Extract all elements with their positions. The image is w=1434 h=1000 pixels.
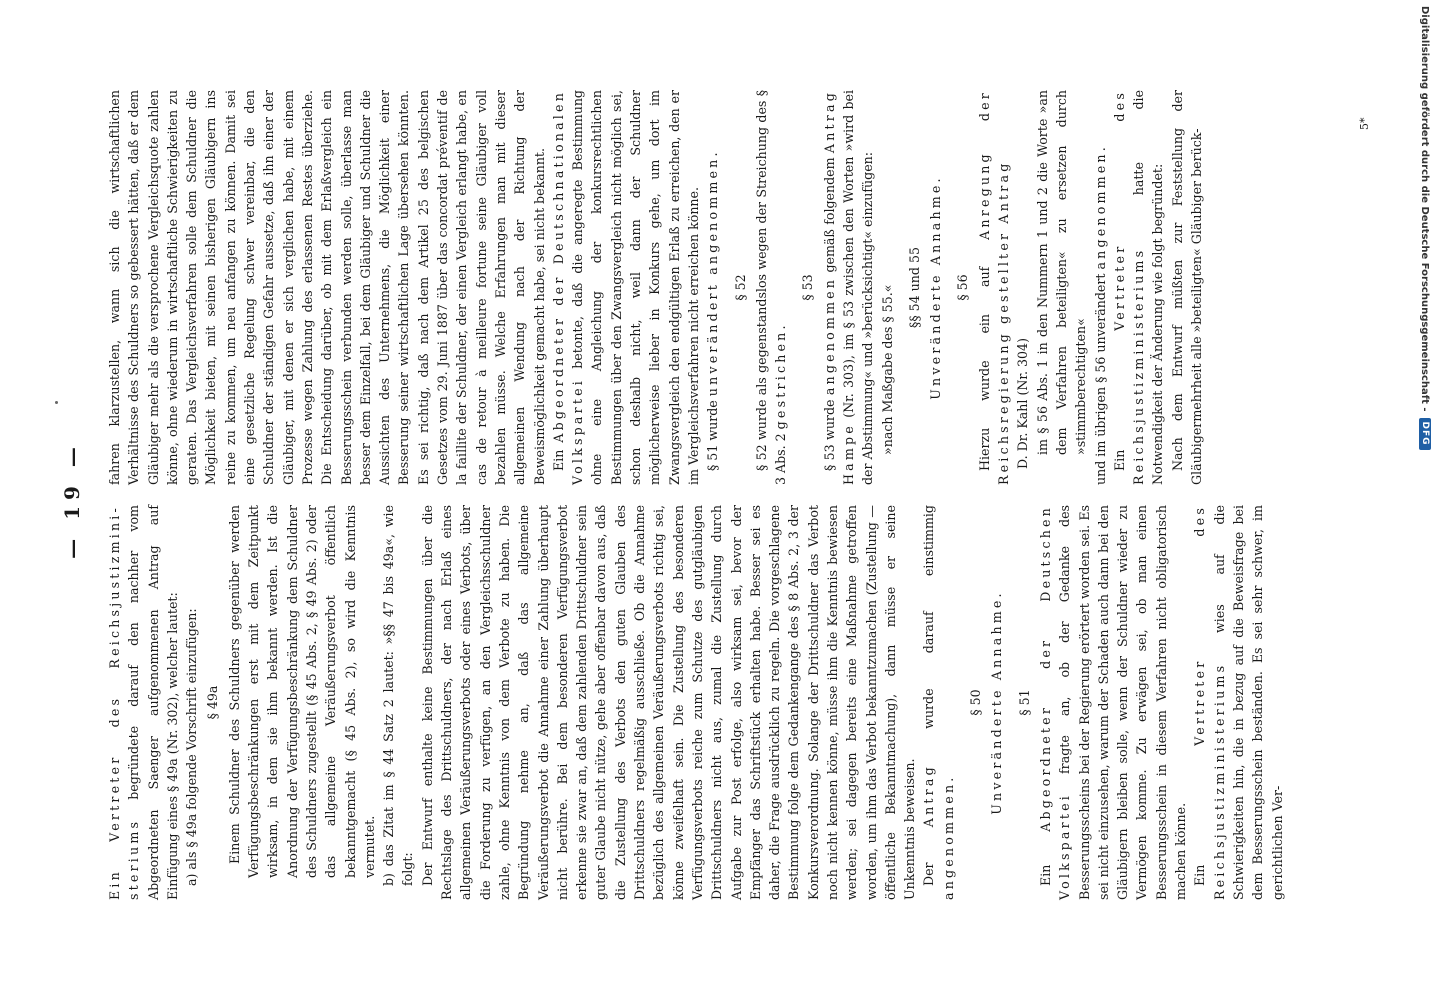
paragraph-continuation: fahren klarzustellen, wann sich die wirtschaftlichen Verhältnisse des Schuldners so gebessert hätten, daß er dem Gläubiger mehr als die versprochene Vergleichsquote zahlen könne, ohne wiederum in wirtschaftliche Schwierigkeiten zu geraten. Das Vergleichsverfahren solle dem Schuldner die Möglichkeit bieten, mit seinen bisherigen Gläubigern ins reine zu kommen, um neu anfangen zu können. Damit sei eine gesetzliche Regelung schwer vereinbar, die den Schuldner der ständigen Gefahr aussetze, daß ihn einer der Gläubiger, mit denen er sich verglichen habe, mit einem Prozesse wegen Zahlung des erlassenen Restes überziehe. Die Entscheidung darüber, ob mit dem Erlaßvergleich ein Besserungsschein verbunden werden solle, überlasse man besser dem Einzelfall, bei dem Gläubiger und Schuldner die Aussichten des Unternehmens, die Möglichkeit einer Besserung seiner wirtschaftlichen Lage übersehen könnten. Es sei richtig, daß nach dem Artikel 25 des belgischen Gesetzes vom 29. Juni 1887 über das concordat préventif de la faillite der Schuldner, der einen Vergleich erlangt habe, en cas de retour à meilleure fortune seine Gläubiger voll bezahlen müsse. Welche Erfahrungen man mit dieser allgemeinen Wendung nach der Richtung der Beweismöglichkeit gemacht habe, sei nicht bekannt. <box>107 90 547 485</box>
section-heading-49a: § 49a <box>205 685 221 720</box>
section-49a-text: Einem Schuldner des Schuldners gegenüber werden Verfügungsbeschränkungen erst mit dem Zeitpunkt wirksam, in dem sie ihm bekannt werden. Ist die Anordnung der Verfügungsbeschränkung dem Schuldner des Schuldners zugestellt (§ 45 Abs. 2, § 49 Abs. 2) oder das allgemeine Veräußerungsverbot öffentlich bekanntgemacht (§ 45 Abs. 2), so wird die Kenntnis vermutet. <box>226 505 377 878</box>
paragraph-ministry-rep-3 <box>1110 90 1168 485</box>
annahme-50: Unveränderte Annahme. <box>989 590 1005 815</box>
paragraph-text: wies auf die Schwierigkeiten hin, die in bezug auf die Beweisfrage bei dem Besserungsschein beständen. Es sei sehr schwer, im gerichtlichen Ver- <box>1211 505 1285 900</box>
spaced-term: Anregung der Reichsregierung gestellter Antrag <box>976 90 1012 485</box>
dfg-stamp <box>1415 6 1434 996</box>
section-heading-53: § 53 <box>800 274 816 301</box>
text-fragment: § 52 wurde als gegenstandslos wegen der Streichung des § 3 Abs. 2 <box>753 90 789 485</box>
signature-mark: 5* <box>1358 117 1371 130</box>
section-heading-56: § 56 <box>955 274 971 301</box>
scan-speck <box>55 401 58 404</box>
text-fragment: und im übrigen § 56 unverändert <box>1092 269 1108 485</box>
paragraph-ministry-rep-2 <box>1190 505 1286 900</box>
antrag-kahl: D. Dr. Kahl (Nr. 304) <box>1015 338 1031 469</box>
paragraph-text: hatte die Notwendigkeit der Änderung wie folgt begründet: <box>1131 90 1166 485</box>
text-fragment: Der <box>921 827 937 886</box>
speaker-label: Abgeordneter der Deutschnationalen Volkspartei <box>550 89 586 485</box>
text-fragment: gemäß folgendem <box>821 153 837 277</box>
speaker-label: Vertreter des Reichsjustizministeriums <box>1111 90 1147 485</box>
text-fragment: Ein <box>1111 330 1127 471</box>
paragraph-56 <box>975 90 1014 485</box>
item-a: a) als § 49a folgende Vorschrift einzufügen: <box>184 608 200 886</box>
paragraph-56-explain: Nach dem Entwurf müßten zur Feststellung der Gläubigermehrheit alle »beteiligten« Gläubiger berück- <box>1169 90 1205 485</box>
paragraph-dvp <box>1036 505 1190 900</box>
dfg-stamp-text-row <box>1415 6 1434 996</box>
left-column <box>105 505 1287 900</box>
text-fragment: Ein <box>1037 831 1053 886</box>
text-fragment: Ein <box>550 442 566 471</box>
spaced-term: Antrag Hampe <box>821 90 856 485</box>
speaker-label: Abgeordneter der Deutschen Volkspartei <box>1037 505 1073 900</box>
quote-56: im § 56 Abs. 1 in den Nummern 1 und 2 die Worte »an dem Verfahren beteiligten« zu ersetzen durch »stimmberechtigten« <box>1034 90 1089 455</box>
dfg-stamp-text: Digitalisierung gefördert durch die Deutsche Forschungsgemeinschaft - <box>1419 6 1431 412</box>
text-fragment: wurde darauf einstimmig <box>921 505 937 765</box>
section-heading-51: § 51 <box>1016 689 1032 716</box>
text-fragment: Ein <box>1192 745 1208 886</box>
paragraph-ministry-rep <box>105 505 182 900</box>
paragraph-51-result <box>703 90 722 485</box>
spaced-term: unverändert angenommen. <box>705 149 721 397</box>
speaker-label: Ein Vertreter des Reichsjustizmini-steriums <box>107 505 142 900</box>
text-fragment: § 53 wurde <box>821 395 837 471</box>
spaced-term: angenommen. <box>940 774 956 900</box>
spaced-term: angenommen. <box>1092 144 1108 270</box>
annahme-54-55: Unveränderte Annahme. <box>928 175 944 400</box>
paragraph-text: fragte an, ob der Gedanke des Besserungsscheins bei der Regierung erörtert worden sei. Es sei nicht einzusehen, warum der Schaden auch dann bei den Gläubigern bleiben solle, wenn der Schuldner wieder zu Vermögen komme. Zu erwägen sei, ob man einen Besserungsschein in diesem Verfahren nicht obligatorisch machen könne. <box>1057 505 1189 900</box>
paragraph-dnvp <box>549 90 703 485</box>
quote-53: »nach Maßgabe des § 55.« <box>879 284 895 455</box>
paragraph-52 <box>752 90 791 485</box>
text-fragment: (Nr. 303), im § 53 zwischen den Worten »wird bei der Abstimmung« und »berücksichtigt« einzufügen: <box>840 90 876 485</box>
page-number-header: — 19 — <box>60 441 84 559</box>
paragraph-entwurf: Der Entwurf enthalte keine Bestimmungen über die Rechtslage des Drittschuldners, der nach Erlaß eines allgemeinen Veräußerungsverbots oder eines Verbots, über die Forderung zu verfügen, an den Vergleichsschuldner zahle, ohne Kenntnis von dem Verbote zu haben. Die Begründung nehme an, daß das allgemeine Veräußerungsverbot die Annahme einer Zahlung überhaupt nicht berühre. Bei dem besonderen Verfügungsverbot erkenne sie zwar an, daß dem zahlenden Drittschuldner sein guter Glaube nicht nütze, gehe aber offenbar davon aus, daß die Zustellung des Verbots den guten Glauben des Drittschuldners regelmäßig ausschließe. Ob die Annahme bezüglich des allgemeinen Veräußerungsverbots richtig sei, könne zweifelhaft sein. Die Zustellung des besonderen Verfügungsverbots reiche zum Schutze des gutgläubigen Drittschuldners nicht aus, zumal die Zustellung durch Aufgabe zur Post erfolge, also wirksam sei, bevor der Empfänger das Schriftstück erhalten habe. Besser sei es daher, die Frage ausdrücklich zu regeln. Die vorgeschlagene Bestimmung folge dem Gedankengange des § 8 Abs. 2, 3 der Konkursverordnung. Solange der Drittschuldner das Verbot noch nicht kennen könne, müsse ihm die Kenntnis bewiesen werden; sei dagegen bereits eine Maßnahme getroffen worden, um ihm das Verbot bekanntzumachen (Zustellung — öffentliche Bekanntmachung), dann müsse er seine Unkenntnis beweisen. <box>419 505 918 900</box>
section-heading-50: § 50 <box>968 689 984 716</box>
paragraph-56-result <box>1091 90 1110 485</box>
paragraph-53 <box>820 90 878 485</box>
section-heading-52: § 52 <box>732 274 748 301</box>
text-fragment: § 51 wurde <box>705 396 721 471</box>
text-fragment: Hierzu wurde ein auf <box>976 239 992 471</box>
speaker-label: Vertreter des Reichsjustizministeriums <box>1192 505 1227 900</box>
section-heading-54-55: §§ 54 und 55 <box>906 247 922 328</box>
paragraph-antrag-result <box>919 505 958 900</box>
paragraph-text: betonte, daß die angeregte Bestimmung ohne eine Angleichung der konkursrechtlichen Bestimmungen über den Zwangsvergleich nicht möglich sei, schon deshalb nicht, weil dann der Schuldner möglicherweise lieber in Konkurs gehe, um dort im Zwangsvergleich den endgültigen Erlaß zu erreichen, den er im Vergleichsverfahren nicht erreichen könne. <box>570 90 701 485</box>
paragraph-text: begründete darauf den nachher vom Abgeordneten Saenger aufgenommenen Antrag auf Einfügung eines § 49a (Nr. 302), welcher lautet: <box>126 505 180 900</box>
spaced-term: gestrichen. <box>773 322 789 430</box>
right-column <box>105 90 1206 485</box>
dfg-logo-icon: DFG <box>1419 418 1431 450</box>
spaced-term: angenommen <box>821 276 837 396</box>
item-b: b) das Zitat im § 44 Satz 2 lautet: »§§ 47 bis 49a«, wie folgt: <box>381 505 416 886</box>
spaced-term: Antrag <box>921 764 937 828</box>
